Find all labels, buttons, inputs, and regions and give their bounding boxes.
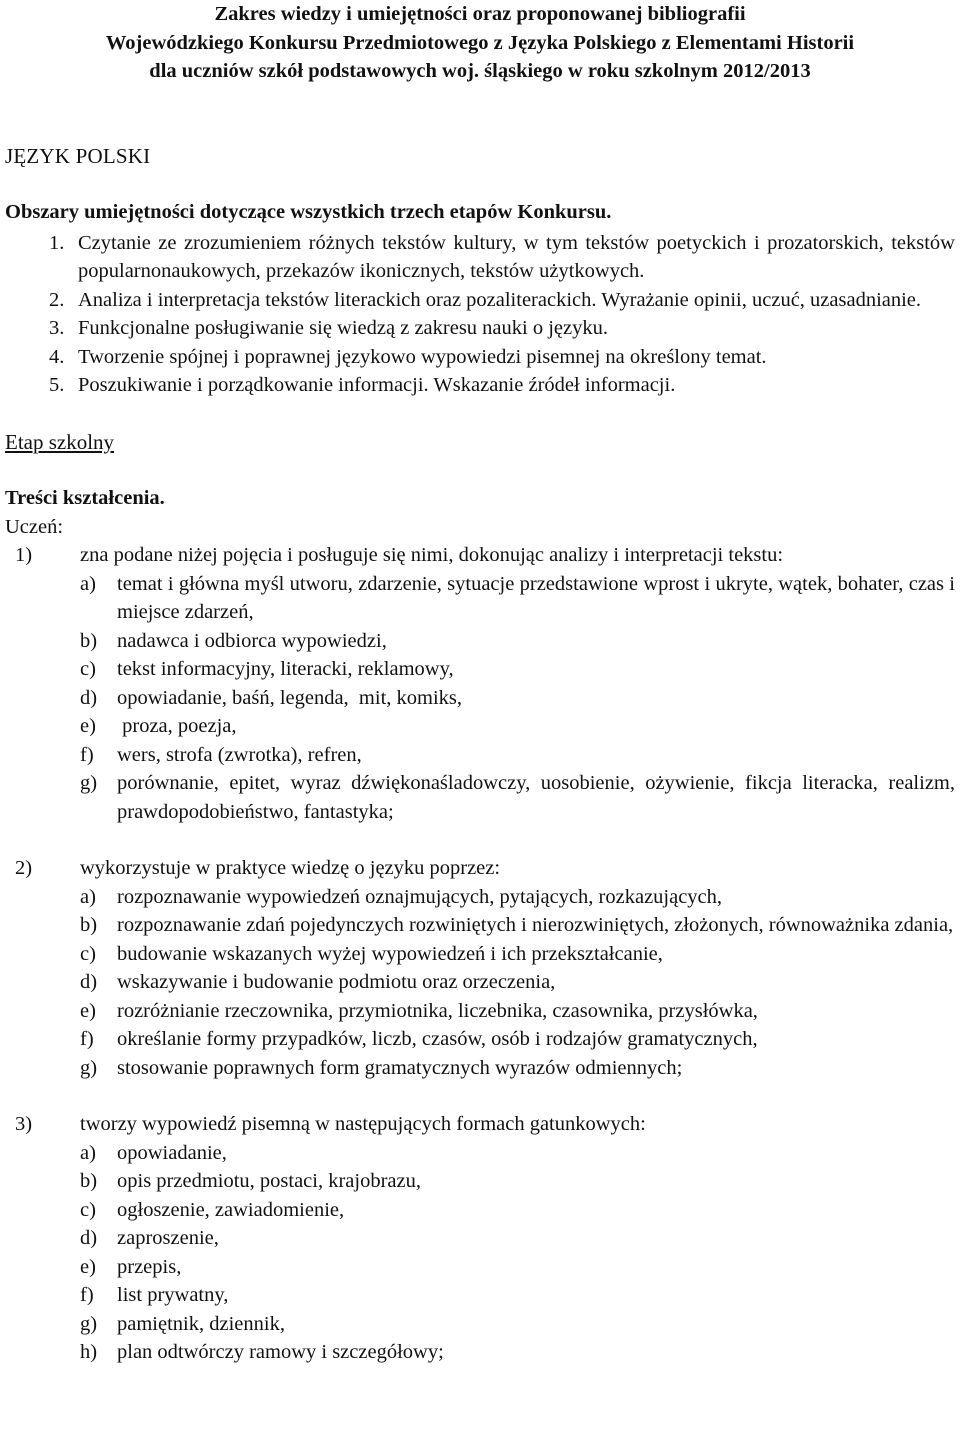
title-line-2: Wojewódzkiego Konkursu Przedmiotowego z Języka Polskiego z Elementami Historii [105, 31, 855, 54]
section-lead: wykorzystuje w praktyce wiedzę o języku poprzez: [80, 857, 501, 879]
sub-text: opowiadanie, [117, 1141, 227, 1164]
sub-text: opis przedmiotu, postaci, krajobrazu, [117, 1170, 421, 1192]
section-item [5, 541, 955, 826]
sub-item [80, 1054, 955, 1083]
sub-text: porównanie, epitet, wyraz dźwiękonaśladowczy, uosobienie, ożywienie, fikcja literacka, realizm, prawdopodobieństwo, fantastyka; [117, 772, 955, 823]
sub-letter: h) [80, 1341, 98, 1363]
sub-text: list prywatny, [117, 1284, 229, 1306]
area-text: Analiza i interpretacja tekstów literackich oraz pozaliterackich. Wyrażanie opinii, uczuć, uzasadnianie. [78, 288, 922, 311]
title-line-3: dla uczniów szkół podstawowych woj. śląskiego w roku szkolnym 2012/2013 [149, 60, 811, 82]
areas-list [5, 229, 955, 400]
document-title [5, 0, 955, 86]
area-number: 1. [49, 231, 65, 254]
sub-item [80, 684, 955, 713]
sub-item [80, 1253, 955, 1282]
title-line-1: Zakres wiedzy i umiejętności oraz proponowanej bibliografii [214, 3, 746, 25]
sub-letter: b) [80, 914, 98, 936]
sub-letter: f) [80, 743, 94, 766]
sub-text: pamiętnik, dziennik, [117, 1312, 285, 1335]
sub-letter: e) [80, 715, 96, 737]
student-label: Uczeń: [5, 515, 64, 538]
sub-item [80, 1196, 955, 1225]
sub-item [80, 1139, 955, 1168]
sub-text: nadawca i odbiorca wypowiedzi, [117, 629, 387, 652]
section-lead: zna podane niżej pojęcia i posługuje się nimi, dokonując analizy i interpretacji tekstu: [80, 544, 784, 566]
areas-heading: Obszary umiejętności dotyczące wszystkich trzech etapów Konkursu. [5, 201, 612, 223]
area-text: Tworzenie spójnej i poprawnej językowo wypowiedzi pisemnej na określony temat. [78, 345, 767, 368]
sub-item [80, 741, 955, 770]
sub-item [80, 1281, 955, 1310]
sub-letter: e) [80, 999, 96, 1022]
sub-text: proza, poezja, [117, 715, 237, 737]
sub-item [80, 940, 955, 969]
area-number: 3. [49, 317, 65, 339]
sub-item [80, 1025, 955, 1054]
area-text: Czytanie ze zrozumieniem różnych tekstów kultury, w tym tekstów poetyckich i prozatorskich, tekstów popularnonaukowych, przekazów ikonicznych, tekstów użytkowych. [78, 231, 955, 282]
sub-letter: a) [80, 1141, 96, 1164]
sub-item [80, 627, 955, 656]
sub-item [80, 911, 955, 940]
sub-item [80, 1224, 955, 1253]
area-number: 2. [49, 288, 65, 311]
sub-item [80, 1310, 955, 1339]
sub-text: plan odtwórczy ramowy i szczegółowy; [117, 1341, 444, 1363]
sub-letter: g) [80, 772, 98, 794]
sub-text: określanie formy przypadków, liczb, czasów, osób i rodzajów gramatycznych, [117, 1028, 758, 1050]
section-item [5, 854, 955, 1082]
sub-item [80, 883, 955, 912]
sub-letter: c) [80, 942, 96, 965]
sub-letter: c) [80, 658, 96, 680]
section-number: 2) [15, 857, 33, 879]
sub-text: przepis, [117, 1255, 182, 1278]
section-number: 3) [15, 1113, 33, 1135]
sub-item [80, 1167, 955, 1196]
area-item [5, 229, 955, 286]
sub-item [80, 570, 955, 627]
sub-item [80, 968, 955, 997]
area-item [5, 314, 955, 343]
sub-item [80, 712, 955, 741]
sub-letter: g) [80, 1056, 98, 1079]
area-number: 4. [49, 345, 65, 368]
sub-item [80, 997, 955, 1026]
sub-text: opowiadanie, baśń, legenda, mit, komiks, [117, 686, 463, 709]
sub-item [80, 1338, 955, 1367]
document-page [5, 0, 955, 1367]
sub-text: wskazywanie i budowanie podmiotu oraz orzeczenia, [117, 971, 556, 993]
sub-letter: d) [80, 686, 98, 709]
sub-letter: a) [80, 572, 96, 595]
sub-letter: b) [80, 629, 98, 652]
sub-letter: g) [80, 1312, 98, 1335]
subject-heading: JĘZYK POLSKI [5, 143, 151, 168]
area-text: Poszukiwanie i porządkowanie informacji. Wskazanie źródeł informacji. [78, 374, 676, 396]
section-item [5, 1110, 955, 1367]
sub-letter: a) [80, 885, 96, 908]
sub-letter: d) [80, 1227, 98, 1249]
sub-text: stosowanie poprawnych form gramatycznych wyrazów odmiennych; [117, 1056, 683, 1079]
sub-item [80, 769, 955, 826]
sub-letter: d) [80, 971, 98, 993]
area-text: Funkcjonalne posługiwanie się wiedzą z zakresu nauki o języku. [78, 317, 608, 339]
sub-text: rozpoznawanie wypowiedzeń oznajmujących, pytających, rozkazujących, [117, 885, 723, 908]
area-item [5, 286, 955, 315]
section-number: 1) [15, 544, 33, 566]
sub-letter: f) [80, 1284, 94, 1306]
sub-letter: c) [80, 1198, 96, 1221]
sub-text: tekst informacyjny, literacki, reklamowy, [117, 658, 454, 680]
content-heading: Treści kształcenia. [5, 487, 165, 509]
sub-text: budowanie wskazanych wyżej wypowiedzeń i ich przekształcanie, [117, 942, 663, 965]
sub-item [80, 655, 955, 684]
area-item [5, 371, 955, 400]
sub-text: zaproszenie, [117, 1227, 219, 1249]
sub-text: temat i główna myśl utworu, zdarzenie, sytuacje przedstawione wprost i ukryte, wątek, bohater, czas i miejsce zdarzeń, [117, 572, 955, 623]
sub-text: wers, strofa (zwrotka), refren, [117, 743, 362, 766]
sub-text: ogłoszenie, zawiadomienie, [117, 1198, 345, 1221]
sub-text: rozpoznawanie zdań pojedynczych rozwiniętych i nierozwiniętych, złożonych, równoważnika zdania, [117, 914, 954, 936]
sub-letter: f) [80, 1028, 94, 1050]
area-item [5, 343, 955, 372]
area-number: 5. [49, 374, 65, 396]
stage-heading: Etap szkolny [5, 429, 115, 454]
sub-letter: e) [80, 1255, 96, 1278]
section-lead: tworzy wypowiedź pisemną w następujących formach gatunkowych: [80, 1113, 646, 1135]
sub-text: rozróżnianie rzeczownika, przymiotnika, liczebnika, czasownika, przysłówka, [117, 999, 758, 1022]
sub-letter: b) [80, 1170, 98, 1192]
